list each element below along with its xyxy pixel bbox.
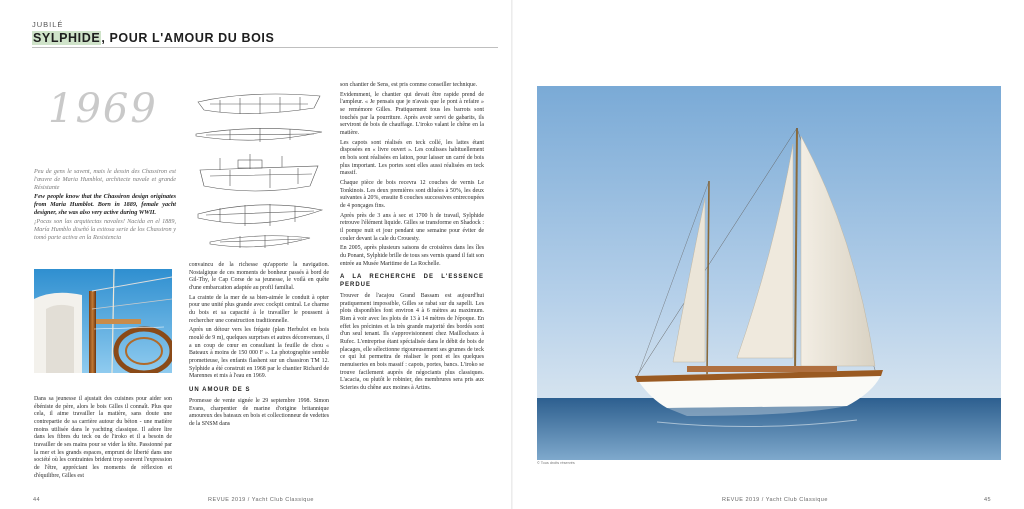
col2-paragraph-3: Après un détour vers les frégate (plan Herbulot en bois moulé de 9 m), quelques surprises et autres déconvenues, il a un coup de cœur en consultant la feuille de chou « Bateaux à moins de 150 000 F ». La photographie semble prometteuse, les enfants flashent sur un chassiron TM 12. Sylphide a été construit en 1968 par le chantier Richard de Marennes et mis à l'eau en 1969. [189,327,329,380]
article-headline [32,31,274,45]
hull-plan-image [190,82,328,260]
headline-highlight: SYLPHIDE [33,31,101,45]
year-display: 1969 [48,86,158,132]
col3-paragraph-7: Trouver de l'acajou Grand Bassam est aujourd'hui pratiquement impossible, Gilles se rabat sur du sapelli. Les plots disponibles font environ 4 à 6 mètres au maximum. Rien à voir avec les plots de 13 à 14 mètres de l'époque. En effet les précintes et la très grande majorité des bordés sont d'un seul tenant. Ils s'approvisionnent chez Maillochaux à Rufec. L'entreprise étant spécialisée dans le débit de bois de placages, elle sélectionne rigoureusement ses grumes de teck ce qui lui permettra de réaliser le pont et les quelques menuiseries en bois massif : capots, portes, bancs. L'iroko se trouve facilement auprès de négociants plus classiques. L'acacia, ou plutôt le robinier, des membrures sera pris aux Scieries du chêne aux moines à Artins. [340,293,484,392]
col2-paragraph-1: convaincu de la richesse qu'apporte la navigation. Nostalgique de ces moments de bonheur passés à bord de Gil-Thy, le Cap Corse de sa jeunesse, le voilà en quête d'une embarcation adaptée au profil familial. [189,262,329,292]
col2-paragraph-2: La crainte de la mer de sa bien-aimée le conduit à opter pour une unité plus grande avec cockpit central. Le charme du bois et sa capacité à le travailler le poussent à rechercher une construction traditionnelle. [189,294,329,324]
col1-paragraph: Dans sa jeunesse il ajustait des cuisines pour aider son ébéniste de père, alors le bois Gilles il connaît. Plus que cela, il aime travailler la matière, sans doute une contrepartie de sa carrière autour du béton - une matière moins utilisée dans le yachting classique. Il adore lire dans les fibres du teck ou de l'iroko et il a besoin de travailler de ses mains pour se vider la tête. Passionné par la mer et les grands espaces, emprunt de liberté dans une société où les contraintes brident trop souvent l'expression de l'être, appréciant les moments de réflexion et d'équilibre, Gilles est [34,396,172,479]
headline-rest: , POUR L'AMOUR DU BOIS [101,31,275,45]
sailboat-photo [537,86,1001,460]
sailboat-image [537,86,1001,460]
page-number-right: 45 [984,497,992,503]
col3-paragraph-6: En 2005, après plusieurs saisons de croisières dans les îles du Ponant, Sylphide brille de tous ses vernis quand il fait son entrée au Musée Maritime de La Rochelle. [340,245,484,267]
column-1 [34,396,172,482]
intro-french: Peu de gens le savent, mais le dessin des Chassiron est l'œuvre de Maria Humblot, architecte navale et grande Résistante [34,168,176,191]
intro-english: Few people know that the Chassiron design originates from Maria Humblot. Born in 1889, female yacht designer, she was also very active during WWII. [34,192,176,216]
mast-detail-image [34,269,172,373]
column-2 [189,262,329,431]
running-footer-right: REVUE 2019 / Yacht Club Classique [722,497,828,503]
page-number-left: 44 [33,497,41,503]
running-footer-left: REVUE 2019 / Yacht Club Classique [208,497,314,503]
col2-subheading: UN AMOUR DE S [189,387,251,394]
col3-paragraph-4: Chaque pièce de bois recevra 12 couches de vernis Le Tonkinois. Les deux premières sont diluées à 50%, les deux suivantes à 20%, ensuite 8 couches successives entrecoupées de 4 ponçages fins. [340,180,484,210]
intro-spanish: ¡Pocas son las arquitectas navales! Nacida en el 1889, María Humblo diseñó la exitosa serie de los Chassiron y tomó parte activa en la Resistencia [34,217,176,241]
col2-paragraph-4: Promesse de vente signée le 29 septembre 1998. Simon Evans, charpentier de marine d'origine britannique amoureux des bateaux en bois et collectionneur de vedettes de la SNSM dans [189,397,329,427]
section-kicker: JUBILÉ [32,20,64,29]
intro-block [34,168,176,242]
headline-rule [32,47,498,48]
column-3 [340,82,484,395]
col3-paragraph-2: Evidemment, le chantier qui devait être rapide prend de l'ampleur. « Je pensais que je n'avais que le pont à refaire » se remémore Gilles. Pratiquement tous les barrots sont touchés par la pourriture. Après avoir servi de gabarits, ils serviront de bois de chauffage. L'iroko valant le chêne en la matière. [340,91,484,137]
col3-paragraph-5: Après près de 3 ans à sec et 1700 h de travail, Sylphide retrouve l'élément liquide. Gilles se transforme en Shadock : il pompe nuit et jour pendant une semaine pour éviter de couler devant la cale du Crouesty. [340,212,484,242]
col3-subheading: A LA RECHERCHE DE L'ESSENCE PERDUE [340,274,484,289]
mast-detail-photo [34,269,172,373]
page-gutter [511,0,513,509]
hull-plan-drawing [190,82,328,260]
photo-credit: © Tous droits réservés [537,461,575,465]
col3-paragraph-1: son chantier de Sens, est pris comme conseiller technique. [340,82,478,88]
col3-paragraph-3: Les capots sont réalisés en teck collé, les lattes étant disposées en « livre ouvert ». Les coulisses habituellement en bois sont réalisées en laiton, pour laisser un carré de bois plus important. Les portes sont elles aussi réalisées en teck massif. [340,139,484,177]
